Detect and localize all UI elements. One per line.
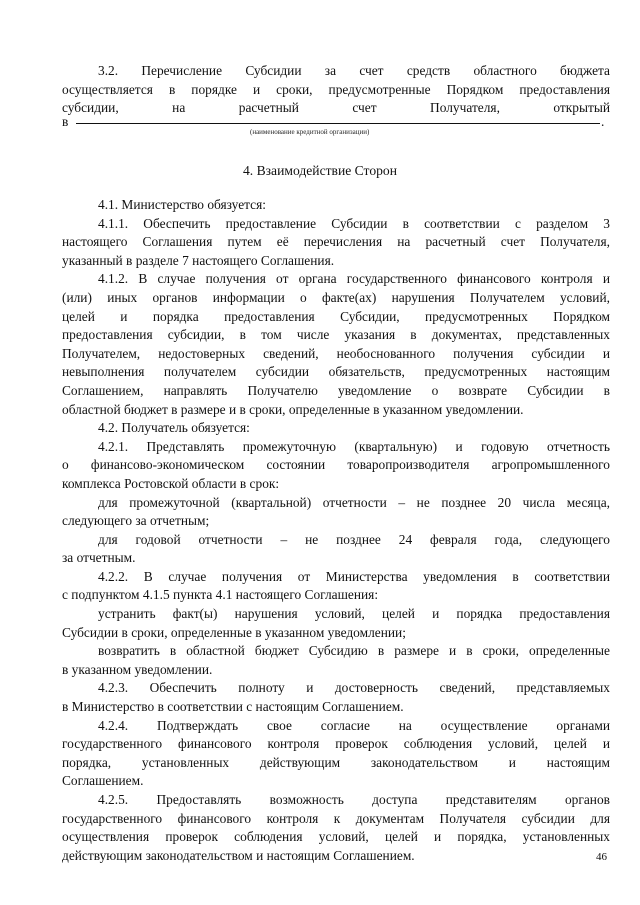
line-suffix: . (601, 114, 605, 129)
text-line: для промежуточной (квартальной) отчетности – не позднее 20 числа месяца, (98, 494, 610, 510)
field-caption: (наименование кредитной организации) (250, 128, 370, 136)
text-line: невыполнения получателем субсидии обязательств, предусмотренных настоящим (62, 364, 610, 380)
text-line: 4.2.1. Представлять промежуточную (квартальную) и годовую отчетность (98, 438, 610, 454)
text-line: настоящего Соглашения путем её перечисления на расчетный счет Получателя, (62, 234, 610, 250)
text-line: 4.2.2. В случае получения от Министерства уведомления в соответствии (98, 568, 610, 584)
text-line: государственного финансового контроля проверок соблюдения условий, целей и (62, 736, 610, 752)
paragraph-4-1: 4.1. Министерство обязуется: (98, 197, 266, 212)
text-line: действующим законодательством и настоящим Соглашением. (62, 847, 415, 863)
text-line: устранить факт(ы) нарушения условий, целей и порядка предоставления (98, 606, 610, 622)
text-line: 4.2.5. Предоставлять возможность доступа представителям органов (98, 792, 610, 807)
text-line: субсидии, на расчетный счет Получателя, открытый (62, 100, 610, 116)
paragraph-4-2: 4.2. Получатель обязуется: (98, 420, 250, 436)
text-line: следующего за отчетным; (62, 513, 210, 529)
text-line: областной бюджет в размере и в сроки, определенные в указанном уведомлении. (62, 401, 524, 417)
text-line: в Министерство в соответствии с настоящим Соглашением. (62, 699, 404, 715)
text-line: 3.2. Перечисление Субсидии за счет средств областного бюджета (98, 63, 610, 78)
text-line: осуществления проверок соблюдения условий, целей и порядка, установленных (62, 829, 610, 845)
text-line: для годовой отчетности – не позднее 24 февраля года, следующего (98, 531, 610, 547)
text-line: целей и порядка предоставления Субсидии, предусмотренных Порядком (62, 308, 610, 324)
page-number: 46 (596, 851, 607, 863)
text-line: о финансово-экономическом состоянии товаропроизводителя агропромышленного (62, 457, 610, 473)
text-line: 4.2.4. Подтверждать свое согласие на осуществление органами (98, 717, 610, 733)
text-line: возвратить в областной бюджет Субсидию в размере и в сроки, определенные (98, 643, 610, 659)
text-line: в указанном уведомлении. (62, 661, 213, 677)
text-line: Получателем, недостоверных сведений, необоснованного получения субсидии и (62, 345, 610, 361)
text-line: Соглашением. (62, 773, 144, 789)
text-line: комплекса Ростовской области в срок: (62, 475, 280, 491)
text-line: за отчетным. (62, 550, 136, 566)
line-prefix: в (62, 114, 69, 129)
text-line: 4.2.3. Обеспечить полноту и достоверность сведений, представляемых (98, 680, 610, 696)
text-line: государственного финансового контроля к документам Получателя субсидии для (62, 810, 610, 826)
text-line: Субсидии в сроки, определенные в указанном уведомлении; (62, 624, 406, 640)
bank-name-underline (76, 123, 600, 124)
text-line: 4.1.1. Обеспечить предоставление Субсидии в соответствии с разделом 3 (98, 215, 610, 231)
text-line: порядка, установленных действующим законодательством и настоящим (62, 754, 610, 770)
text-line: (или) иных органов информации о факте(ах) нарушения Получателем условий, (62, 289, 610, 305)
text-line: осуществляется в порядке и сроки, предусмотренные Порядком предоставления (62, 81, 610, 97)
text-line: Соглашением, направлять Получателю уведомление о возврате Субсидии в (62, 382, 610, 398)
text-line: с подпунктом 4.1.5 пункта 4.1 настоящего Соглашения: (62, 587, 379, 603)
text-line: указанный в разделе 7 настоящего Соглашения. (62, 252, 335, 268)
text-line: 4.1.2. В случае получения от органа государственного финансового контроля и (98, 271, 610, 287)
section-4-body (62, 196, 610, 865)
paragraph-3-2 (62, 62, 610, 118)
text-line: предоставления субсидии, в том числе указания в документах, представленных (62, 327, 610, 343)
section-title: 4. Взаимодействие Сторон (243, 163, 397, 178)
